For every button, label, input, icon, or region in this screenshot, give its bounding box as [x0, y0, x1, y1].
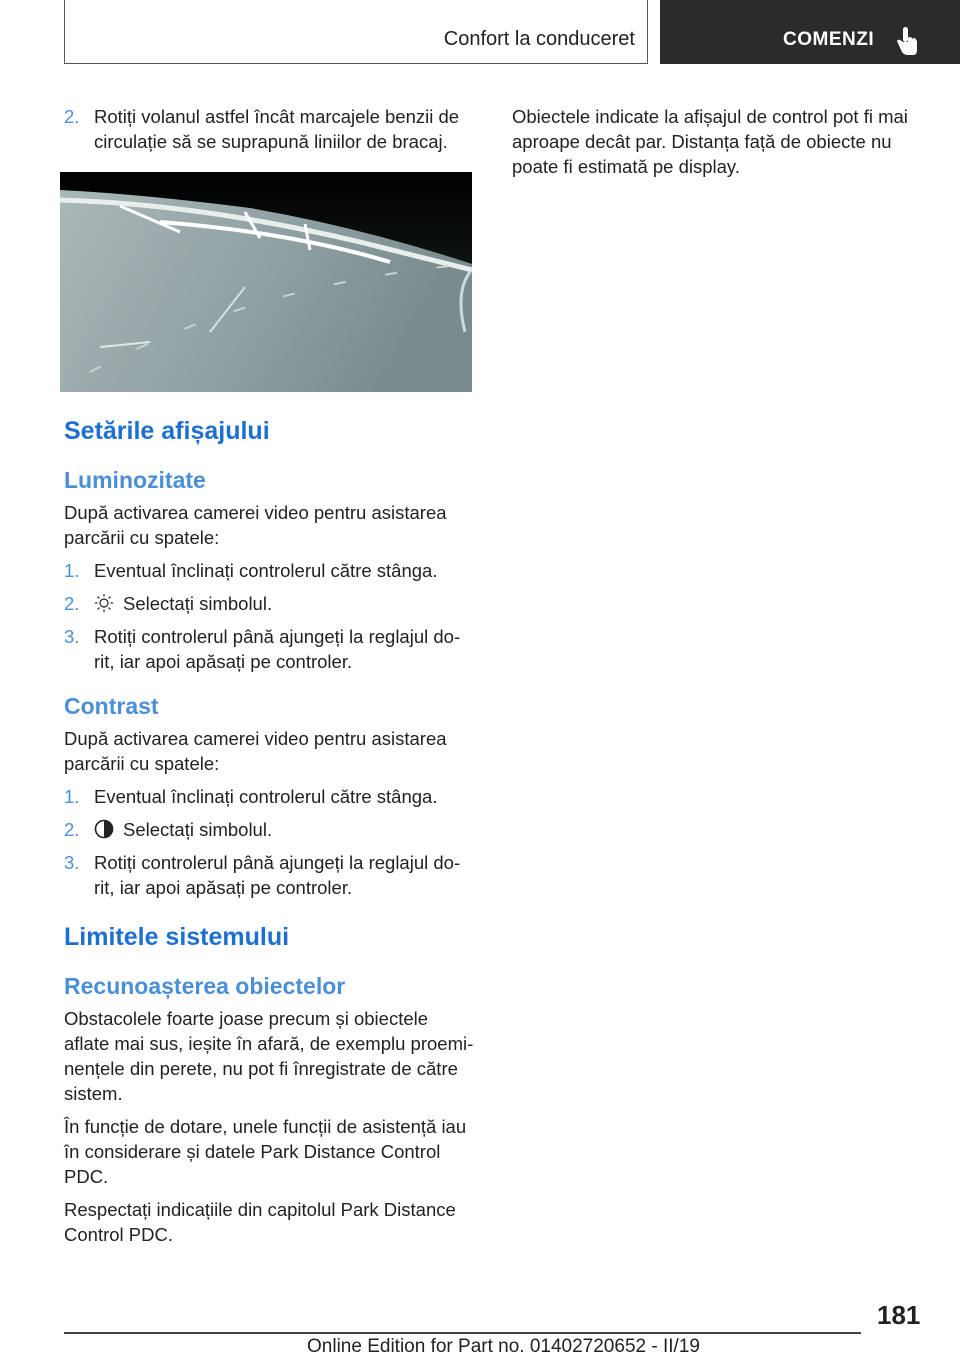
list-item [64, 850, 476, 900]
step-number: 2. [64, 106, 80, 127]
right-column [512, 104, 924, 187]
list-item [64, 591, 476, 616]
step-number: 1. [64, 786, 80, 807]
step-number: 3. [64, 626, 80, 647]
step-number: 2. [64, 819, 80, 840]
header-chapter-label: COMENZI [783, 29, 875, 50]
list-item [64, 104, 476, 154]
step-number: 2. [64, 593, 80, 614]
list-item [64, 784, 476, 809]
rear-camera-photo [60, 172, 472, 392]
list-item [64, 624, 476, 674]
edition-note: Online Edition for Part no. 01402720652 - II/19 [307, 1336, 700, 1357]
list-item [64, 558, 476, 583]
header-section-box [64, 0, 648, 64]
contrast-intro: După activarea camerei video pentru asistarea parcării cu spatele: [64, 728, 447, 774]
left-column [64, 104, 476, 1255]
hand-pointer-icon [894, 26, 920, 56]
step-text: Selectați simbolul. [123, 819, 273, 840]
subsection-title-object-recognition: Recunoașterea obiectelor [64, 973, 346, 999]
step-text: Eventual înclinați controlerul către stânga. [94, 560, 438, 581]
subsection-title-brightness: Luminozitate [64, 467, 206, 493]
list-item [64, 817, 476, 842]
page-number: 181 [877, 1300, 921, 1330]
footer-divider [64, 1332, 861, 1334]
paragraph: În funcție de dotare, unele funcții de asistență iau în considerare și datele Park Distance Control PDC. [64, 1116, 467, 1187]
step-number: 1. [64, 560, 80, 581]
section-title-system-limits: Limitele sistemului [64, 923, 290, 951]
step-number: 3. [64, 852, 80, 873]
brightness-intro: După activarea camerei video pentru asistarea parcării cu spatele: [64, 502, 447, 548]
step-text: Rotiți controlerul până ajungeți la reglajul do-rit, iar apoi apăsați pe controler. [94, 626, 461, 672]
paragraph: Respectați indicațiile din capitolul Park Distance Control PDC. [64, 1199, 456, 1245]
contrast-icon [94, 819, 114, 839]
header-section-title: Confort la conduceret [443, 28, 635, 50]
step-text: Rotiți controlerul până ajungeți la reglajul do-rit, iar apoi apăsați pe controler. [94, 852, 461, 898]
subsection-title-contrast: Contrast [64, 693, 159, 719]
sun-icon [94, 593, 114, 613]
step-text: Selectați simbolul. [123, 593, 273, 614]
paragraph: Obiectele indicate la afișajul de control pot fi mai aproape decât par. Distanța față de obiecte nu poate fi estimată pe display. [512, 106, 908, 177]
step-text: Rotiți volanul astfel încât marcajele benzii de circulație să se suprapună liniilor de bracaj. [94, 106, 460, 152]
header-chapter-tab[interactable] [660, 0, 960, 64]
step-text: Eventual înclinați controlerul către stânga. [94, 786, 438, 807]
section-title-display-settings: Setările afișajului [64, 417, 270, 445]
paragraph: Obstacolele foarte joase precum și obiectele aflate mai sus, ieșite în afară, de exemplu proemi-nențele din perete, nu pot fi înregistrate de către sistem. [64, 1008, 474, 1104]
